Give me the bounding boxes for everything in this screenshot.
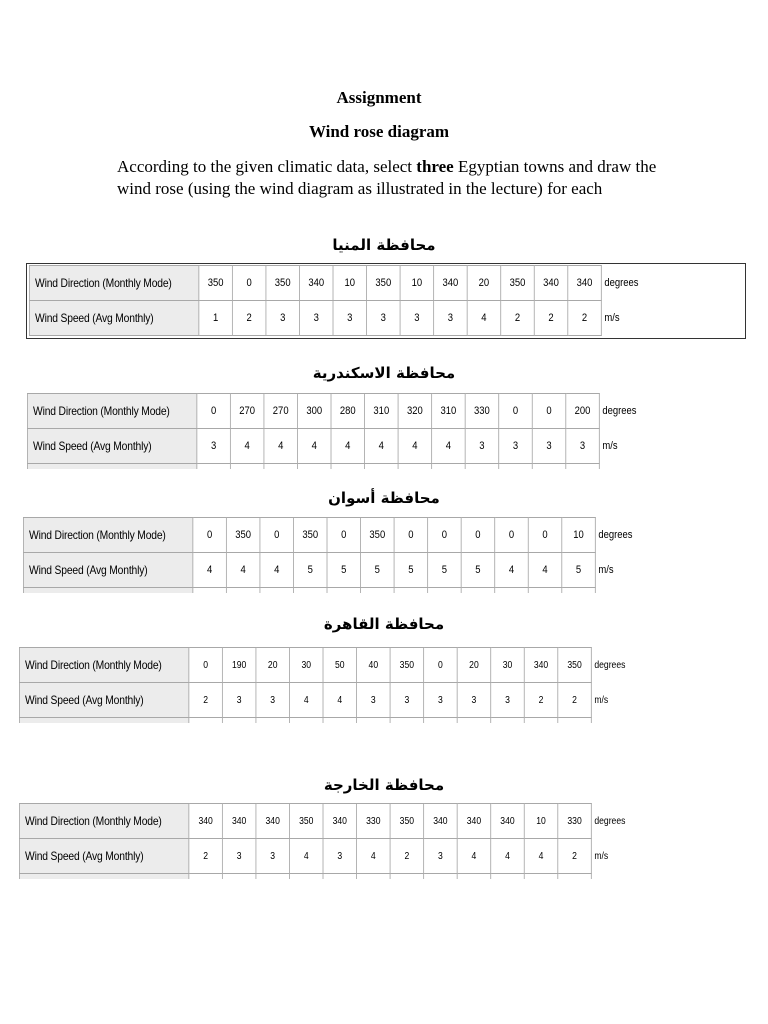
direction-cell: 30 [491, 648, 525, 683]
speed-cell: 4 [193, 553, 227, 588]
table-cell-cutoff [591, 718, 632, 724]
table-cell-cutoff [524, 718, 558, 724]
direction-cell: 20 [256, 648, 290, 683]
speed-row [23, 553, 636, 588]
table-cell-cutoff [558, 718, 592, 724]
table-row-cutoff [27, 464, 640, 470]
speed-unit: m/s [591, 683, 632, 718]
governorate-title-cairo: محافظة القاهرة [323, 615, 445, 633]
speed-cell: 4 [491, 839, 525, 874]
table-cell-cutoff [222, 874, 256, 880]
direction-cell: 340 [323, 804, 357, 839]
table-row-cutoff [23, 588, 636, 594]
table-cell-cutoff [457, 874, 491, 880]
direction-row-label: Wind Direction (Monthly Mode) [19, 804, 188, 839]
speed-cell: 4 [357, 839, 391, 874]
speed-cell: 4 [331, 429, 365, 464]
table-cell-cutoff [499, 464, 533, 470]
direction-cell: 340 [434, 266, 468, 301]
direction-cell: 340 [256, 804, 290, 839]
table-cell-cutoff [289, 718, 323, 724]
speed-cell: 1 [199, 301, 233, 336]
table-cell-cutoff [495, 588, 529, 594]
governorate-title-alexandria: محافظة الاسكندرية [312, 364, 456, 382]
table-cell-cutoff [197, 464, 231, 470]
speed-cell: 3 [566, 429, 600, 464]
speed-cell: 3 [434, 301, 468, 336]
speed-cell: 4 [264, 429, 298, 464]
table-cell-cutoff [189, 718, 223, 724]
direction-cell: 310 [432, 394, 466, 429]
speed-cell: 5 [562, 553, 596, 588]
speed-cell: 3 [457, 683, 491, 718]
speed-cell: 2 [232, 301, 266, 336]
speed-cell: 2 [558, 683, 592, 718]
governorate-title-kharga: محافظة الخارجة [323, 776, 445, 794]
direction-cell: 0 [193, 518, 227, 553]
table-cell-cutoff [465, 464, 499, 470]
table-cell-cutoff [424, 874, 458, 880]
direction-cell: 350 [390, 804, 424, 839]
table-cell-cutoff [558, 874, 592, 880]
direction-cell: 340 [457, 804, 491, 839]
direction-cell: 0 [428, 518, 462, 553]
direction-cell: 0 [424, 648, 458, 683]
speed-row [19, 839, 632, 874]
speed-cell: 4 [528, 553, 562, 588]
table-cell-cutoff [357, 874, 391, 880]
direction-row-label: Wind Direction (Monthly Mode) [19, 648, 188, 683]
table-cell-cutoff [327, 588, 361, 594]
speed-cell: 2 [534, 301, 568, 336]
table-cell-cutoff [260, 588, 294, 594]
speed-cell: 3 [499, 429, 533, 464]
table-cell-cutoff [428, 588, 462, 594]
governorate-title-minya: محافظة المنيا [332, 236, 436, 254]
direction-row [29, 266, 642, 301]
direction-cell: 40 [357, 648, 391, 683]
table-cell-cutoff [599, 464, 640, 470]
direction-row [23, 518, 636, 553]
table-cell-cutoff [595, 588, 636, 594]
speed-cell: 3 [424, 683, 458, 718]
direction-row [27, 394, 640, 429]
direction-cell: 20 [457, 648, 491, 683]
table-cell-cutoff [524, 874, 558, 880]
direction-cell: 0 [327, 518, 361, 553]
table-cell-cutoff [528, 588, 562, 594]
speed-cell: 4 [365, 429, 399, 464]
table-cell-cutoff [390, 874, 424, 880]
instructions-text-before: According to the given climatic data, select [117, 157, 417, 176]
table-cell-cutoff [398, 464, 432, 470]
speed-cell: 4 [289, 839, 323, 874]
speed-row-label: Wind Speed (Avg Monthly) [29, 301, 198, 336]
table-cell-cutoff [461, 588, 495, 594]
direction-cell: 200 [566, 394, 600, 429]
speed-cell: 3 [532, 429, 566, 464]
direction-cell: 0 [532, 394, 566, 429]
speed-cell: 3 [400, 301, 434, 336]
speed-cell: 4 [524, 839, 558, 874]
speed-cell: 4 [260, 553, 294, 588]
direction-cell: 270 [230, 394, 264, 429]
speed-row-label: Wind Speed (Avg Monthly) [23, 553, 192, 588]
direction-unit: degrees [601, 266, 642, 301]
direction-cell: 350 [293, 518, 327, 553]
speed-cell: 3 [256, 683, 290, 718]
direction-cell: 350 [558, 648, 592, 683]
table-cell-cutoff [293, 588, 327, 594]
table-row-cutoff [19, 874, 632, 880]
table-cell-cutoff [562, 588, 596, 594]
direction-row [19, 648, 632, 683]
speed-cell: 2 [568, 301, 602, 336]
speed-unit: m/s [591, 839, 632, 874]
speed-cell: 4 [495, 553, 529, 588]
speed-cell: 3 [465, 429, 499, 464]
table-cell-cutoff [323, 718, 357, 724]
table-cell-cutoff [566, 464, 600, 470]
table-cell-cutoff [591, 874, 632, 880]
direction-row-label: Wind Direction (Monthly Mode) [29, 266, 198, 301]
speed-cell: 3 [424, 839, 458, 874]
speed-cell: 3 [266, 301, 300, 336]
table-cell-cutoff [390, 718, 424, 724]
speed-cell: 3 [333, 301, 367, 336]
speed-cell: 2 [524, 683, 558, 718]
table-cell-cutoff [323, 874, 357, 880]
direction-cell: 10 [562, 518, 596, 553]
speed-unit: m/s [601, 301, 642, 336]
speed-cell: 5 [428, 553, 462, 588]
speed-cell: 5 [327, 553, 361, 588]
direction-cell: 0 [232, 266, 266, 301]
instructions-emphasis: three [416, 157, 454, 176]
direction-cell: 350 [226, 518, 260, 553]
direction-cell: 300 [297, 394, 331, 429]
table-cell-cutoff [297, 464, 331, 470]
direction-unit: degrees [599, 394, 640, 429]
speed-cell: 5 [293, 553, 327, 588]
table-cell-cutoff [361, 588, 395, 594]
direction-cell: 0 [495, 518, 529, 553]
table-cell-cutoff [23, 588, 192, 594]
speed-cell: 2 [189, 683, 223, 718]
speed-row [27, 429, 640, 464]
direction-cell: 0 [189, 648, 223, 683]
direction-cell: 0 [528, 518, 562, 553]
direction-cell: 0 [260, 518, 294, 553]
direction-cell: 350 [199, 266, 233, 301]
speed-cell: 4 [323, 683, 357, 718]
direction-cell: 190 [222, 648, 256, 683]
speed-row-label: Wind Speed (Avg Monthly) [27, 429, 196, 464]
direction-cell: 50 [323, 648, 357, 683]
direction-cell: 330 [357, 804, 391, 839]
direction-cell: 30 [289, 648, 323, 683]
speed-cell: 3 [323, 839, 357, 874]
assignment-heading: Assignment [336, 88, 422, 107]
direction-cell: 10 [333, 266, 367, 301]
wind-table-kharga [19, 803, 633, 879]
direction-cell: 280 [331, 394, 365, 429]
wind-rose-subheading: Wind rose diagram [308, 122, 450, 141]
table-cell-cutoff [264, 464, 298, 470]
table-cell-cutoff [289, 874, 323, 880]
table-cell-cutoff [394, 588, 428, 594]
direction-cell: 350 [289, 804, 323, 839]
direction-cell: 330 [558, 804, 592, 839]
speed-cell: 5 [461, 553, 495, 588]
direction-cell: 0 [499, 394, 533, 429]
speed-cell: 5 [394, 553, 428, 588]
direction-unit: degrees [591, 648, 632, 683]
table-cell-cutoff [432, 464, 466, 470]
speed-cell: 4 [226, 553, 260, 588]
table-cell-cutoff [424, 718, 458, 724]
direction-cell: 20 [467, 266, 501, 301]
table-cell-cutoff [19, 718, 188, 724]
speed-unit: m/s [599, 429, 640, 464]
direction-cell: 350 [390, 648, 424, 683]
table-cell-cutoff [256, 874, 290, 880]
table-row-cutoff [19, 718, 632, 724]
direction-cell: 320 [398, 394, 432, 429]
table-cell-cutoff [19, 874, 188, 880]
table-cell-cutoff [457, 718, 491, 724]
speed-cell: 3 [357, 683, 391, 718]
table-cell-cutoff [189, 874, 223, 880]
direction-cell: 350 [266, 266, 300, 301]
direction-cell: 340 [424, 804, 458, 839]
direction-cell: 350 [361, 518, 395, 553]
speed-cell: 3 [197, 429, 231, 464]
speed-cell: 2 [501, 301, 535, 336]
speed-unit: m/s [595, 553, 636, 588]
direction-cell: 340 [491, 804, 525, 839]
direction-cell: 0 [461, 518, 495, 553]
speed-row-label: Wind Speed (Avg Monthly) [19, 683, 188, 718]
speed-cell: 2 [558, 839, 592, 874]
speed-cell: 4 [289, 683, 323, 718]
direction-cell: 350 [501, 266, 535, 301]
governorate-title-aswan: محافظة أسوان [328, 489, 440, 507]
direction-unit: degrees [591, 804, 632, 839]
direction-cell: 340 [534, 266, 568, 301]
direction-cell: 0 [197, 394, 231, 429]
speed-cell: 3 [491, 683, 525, 718]
speed-cell: 3 [367, 301, 401, 336]
table-cell-cutoff [222, 718, 256, 724]
speed-cell: 2 [189, 839, 223, 874]
table-cell-cutoff [331, 464, 365, 470]
direction-cell: 340 [299, 266, 333, 301]
speed-cell: 4 [297, 429, 331, 464]
table-cell-cutoff [532, 464, 566, 470]
speed-cell: 4 [457, 839, 491, 874]
table-cell-cutoff [230, 464, 264, 470]
table-cell-cutoff [491, 718, 525, 724]
table-cell-cutoff [226, 588, 260, 594]
direction-cell: 340 [222, 804, 256, 839]
wind-table-minya [29, 265, 643, 336]
direction-cell: 330 [465, 394, 499, 429]
instructions-paragraph [117, 156, 657, 200]
direction-cell: 310 [365, 394, 399, 429]
speed-cell: 2 [390, 839, 424, 874]
speed-cell: 3 [299, 301, 333, 336]
direction-cell: 10 [524, 804, 558, 839]
speed-row [19, 683, 632, 718]
wind-table-aswan [23, 517, 637, 593]
direction-cell: 350 [367, 266, 401, 301]
speed-cell: 3 [222, 839, 256, 874]
speed-row-label: Wind Speed (Avg Monthly) [19, 839, 188, 874]
table-cell-cutoff [357, 718, 391, 724]
table-cell-cutoff [193, 588, 227, 594]
direction-row-label: Wind Direction (Monthly Mode) [27, 394, 196, 429]
table-cell-cutoff [491, 874, 525, 880]
wind-table-alexandria [27, 393, 641, 469]
speed-cell: 4 [398, 429, 432, 464]
direction-cell: 340 [524, 648, 558, 683]
direction-cell: 270 [264, 394, 298, 429]
table-cell-cutoff [27, 464, 196, 470]
speed-cell: 4 [432, 429, 466, 464]
speed-cell: 4 [467, 301, 501, 336]
speed-cell: 3 [222, 683, 256, 718]
table-cell-cutoff [365, 464, 399, 470]
table-cell-cutoff [256, 718, 290, 724]
direction-cell: 340 [568, 266, 602, 301]
direction-unit: degrees [595, 518, 636, 553]
direction-cell: 10 [400, 266, 434, 301]
direction-row-label: Wind Direction (Monthly Mode) [23, 518, 192, 553]
wind-table-cairo [19, 647, 633, 723]
direction-row [19, 804, 632, 839]
direction-cell: 0 [394, 518, 428, 553]
direction-cell: 340 [189, 804, 223, 839]
speed-cell: 5 [361, 553, 395, 588]
speed-cell: 3 [256, 839, 290, 874]
instructions-text-after: Egyptian towns and draw the wind rose (using the wind diagram as illustrated in the lecture) for each [117, 157, 657, 198]
speed-cell: 3 [390, 683, 424, 718]
speed-cell: 4 [230, 429, 264, 464]
speed-row [29, 301, 642, 336]
